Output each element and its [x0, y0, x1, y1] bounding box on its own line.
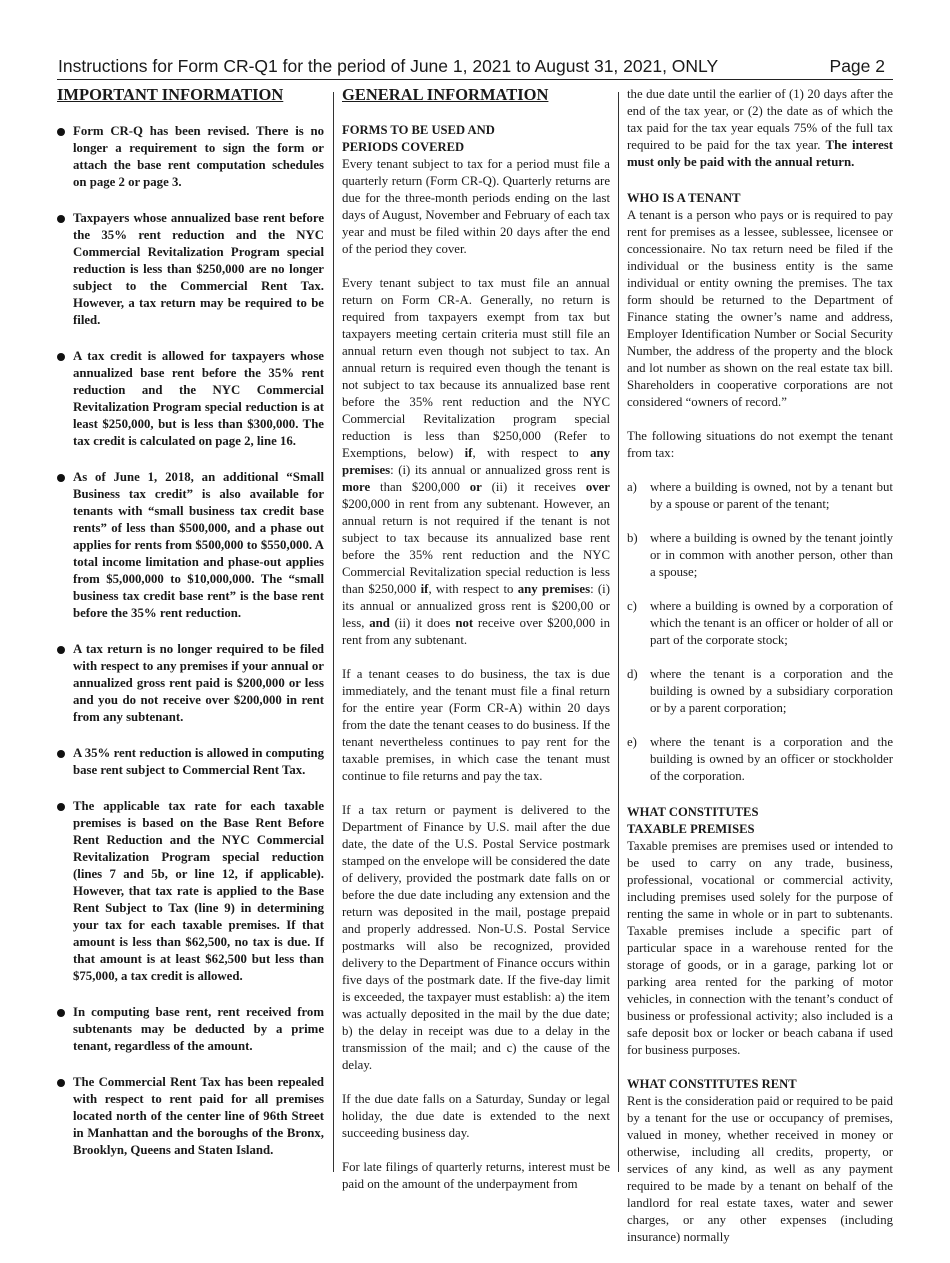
- forms-heading: [342, 122, 610, 156]
- due-date-paragraph: If the due date falls on a Saturday, Sunday or legal holiday, the due date is extended to the next succeeding business day.: [342, 1092, 610, 1140]
- bullet-item: Form CR-Q has been revised. There is no longer a requirement to sign the form or attach the base rent computation schedules on page 2 or page 3.: [57, 123, 324, 191]
- page-number: Page 2: [829, 56, 885, 76]
- taxable-premises-paragraph: Taxable premises are premises used or intended to be used to carry on any trade, business, professional, vocational or commercial activity, including premises used solely for the purpose of renting the same in whole or in part to subtenants. Taxable premises include a specific part of particular space in a warehouse rented for the storage of goods, or in a garage, parking lot or parking area rented for the parking of motor vehicles, in connection with the tenant’s conduct of business or professional activity; also included is a safe deposit box or locker or beach cabana if used for business purposes.: [627, 839, 893, 1057]
- column-divider: [333, 92, 334, 1172]
- taxable-heading-line-1: WHAT CONSTITUTES: [627, 805, 759, 819]
- list-item: e) where the tenant is a corporation and the building is owned by an officer or stockholder of the corporation.: [627, 735, 893, 783]
- taxable-premises-heading: [627, 804, 893, 838]
- what-constitutes-rent-heading: WHAT CONSTITUTES RENT: [627, 1077, 797, 1091]
- forms-heading-line-1: FORMS TO BE USED AND: [342, 123, 495, 137]
- bullet-item: A 35% rent reduction is allowed in computing base rent subject to Commercial Rent Tax.: [57, 745, 324, 779]
- who-is-tenant-heading: WHO IS A TENANT: [627, 191, 741, 205]
- postmark-paragraph: If a tax return or payment is delivered to the Department of Finance by U.S. mail after the due date, the date of the U.S. Postal Service postmark stamped on the envelope will be considered the date of delivery, provided the postmark date falls on or before the due date including any extension and the return was deposited in the mail, postage prepaid and properly addressed. Non-U.S. Postal Service postmarks will also be recognized, provided delivery to the Department of Finance occurs within five days of the postmark date. If the five-day limit is exceeded, the taxpayer must establish: a) the item was actually deposited in the mail by the due date; b) the delay in receipt was due to a delay in the transmission of the mail; and c) the cause of the delay.: [342, 803, 610, 1072]
- important-information-column: [57, 86, 324, 1178]
- interest-paragraph: the due date until the earlier of (1) 20 days after the end of the tax year, or (2) the date as of which the tax paid for the tax year equals 75% of the full tax required to be paid for the tax year. The interest must only be paid with the annual return.: [627, 87, 894, 169]
- general-information-heading: GENERAL INFORMATION: [342, 85, 549, 104]
- list-item: c) where a building is owned by a corporation of which the tenant is an officer or holder of all or part of the corporate stock;: [627, 599, 893, 647]
- general-information-column: [342, 86, 610, 1210]
- list-item: a) where a building is owned, not by a tenant but by a spouse or parent of the tenant;: [627, 480, 893, 511]
- following-situations-paragraph: The following situations do not exempt the tenant from tax:: [627, 429, 893, 460]
- bullet-item: A tax credit is allowed for taxpayers whose annualized base rent before the 35% rent reduction and the NYC Commercial Revitalization Program special reduction is at least $250,000, but is less than $300,000. The tax credit is calculated on page 2, line 16.: [57, 348, 324, 450]
- bullet-item: The Commercial Rent Tax has been repealed with respect to rent paid for all premises located north of the center line of 96th Street in Manhattan and the boroughs of the Bronx, Brooklyn, Queens and Staten Island.: [57, 1074, 324, 1159]
- bullet-item: As of June 1, 2018, an additional “Small Business tax credit” is also available for tenants with “small business tax credit base rents” of less than $500,000, and a phase out applies for rents from $500,000 to $550,000. A total income limitation and phase-out applies from $5,000,000 to $10,000,000. The “small business tax credit base rent” is the base rent before the 35% rent reduction.: [57, 469, 324, 622]
- list-item: d) where the tenant is a corporation and the building is owned by a subsidiary corporation or by a parent corporation;: [627, 667, 893, 715]
- page-header: [57, 55, 893, 80]
- tenant-definition-paragraph: A tenant is a person who pays or is required to pay rent for premises as a lessee, sublessee, licensee or concessionaire. No tax return need be filed if the individual or the business entity is the same individual or entity owning the premises. The tax form should be returned to the Department of Finance stating the owner’s name and address, Employer Identification Number or Social Security Number, the address of the property and the block and lot number as shown on the real estate tax bill. Shareholders in cooperative corporations are not considered “owners of record.”: [627, 208, 893, 409]
- situations-list: [627, 479, 893, 785]
- column-divider: [618, 92, 619, 1172]
- bullet-item: The applicable tax rate for each taxable premises is based on the Base Rent Before Rent Reduction and the NYC Commercial Revitalization Program special reduction (lines 7 and 5b, or line 12, if applicable). However, that tax rate is applied to the Base Rent Subject to Tax (line 9) in determining your tax for each taxable premises. If that amount is less than $62,500, no tax is due. If that amount is at least $62,500 but less than $75,000, a tax credit is allowed.: [57, 798, 324, 985]
- bullet-item: Taxpayers whose annualized base rent before the 35% rent reduction and the NYC Commercial Revitalization Program special reduction is less than $250,000 are no longer subject to the Commercial Rent Tax. However, a tax return may be required to be filed.: [57, 210, 324, 329]
- cease-business-paragraph: If a tenant ceases to do business, the tax is due immediately, and the tenant must file a final return for the entire year (Form CR-A) within 20 days from the date the tenant ceases to do business. If the tenant nevertheless continues to pay rent for the taxable premises, in which case the tenant must continue to file returns and pay the tax.: [342, 667, 610, 783]
- continued-information-column: [627, 86, 893, 1263]
- bullet-item: In computing base rent, rent received from subtenants may be deducted by a prime tenant, regardless of the amount.: [57, 1004, 324, 1055]
- important-bullet-list: [57, 123, 324, 1159]
- list-item: b) where a building is owned by the tenant jointly or in common with another person, other than a spouse;: [627, 531, 893, 579]
- important-information-heading: IMPORTANT INFORMATION: [57, 85, 284, 104]
- taxable-heading-line-2: TAXABLE PREMISES: [627, 822, 755, 836]
- annual-return-paragraph: Every tenant subject to tax must file an annual return on Form CR-A. Generally, no return is required from taxpayers exempt from tax but taxpayers meeting certain criteria must still file an annual return even though not subject to tax. An annual return is required even though the tenant is not subject to tax because its annualized base rent before the 35% rent reduction and the NYC Commercial Revitalization program special reduction is less than $250,000 (Refer to Exemptions, below) if, with respect to any premises: (i) its annual or annualized gross rent is more than $200,000 or (ii) it receives over $200,000 in rent from any subtenant. However, an annual return is not required if the tenant is not subject to tax because its annualized base rent before the 35% rent reduction and the NYC Commercial Revitalization special reduction is less than $250,000 if, with respect to any premises: (i) its annual or annualized gross rent is $200,00 or less, and (ii) it does not receive over $200,000 in rent from any subtenant.: [342, 276, 610, 647]
- quarterly-return-paragraph: Every tenant subject to tax for a period must file a quarterly return (Form CR-Q). Quarterly returns are due for the three-month periods ending on the last days of August, November and February of each tax year and must be filed within 20 days after the end of the period they cover.: [342, 157, 610, 256]
- forms-heading-line-2: PERIODS COVERED: [342, 140, 465, 154]
- page-title: Instructions for Form CR-Q1 for the period of June 1, 2021 to August 31, 2021, ONLY: [58, 56, 719, 76]
- rent-definition-paragraph: Rent is the consideration paid or required to be paid by a tenant for the use or occupancy of premises, valued in money, whether received in money or otherwise, including all credits, property, or services of any kind, as well as any payment required to be made by a tenant on behalf of the landlord for real estate taxes, water and sewer charges, or any other expenses (including insurance) normally: [627, 1094, 893, 1244]
- late-filing-paragraph: For late filings of quarterly returns, interest must be paid on the amount of the underpayment from: [342, 1160, 610, 1191]
- bullet-item: A tax return is no longer required to be filed with respect to any premises if your annual or annualized gross rent paid is $200,000 or less and you do not receive over $200,000 in rent from any subtenant.: [57, 641, 324, 726]
